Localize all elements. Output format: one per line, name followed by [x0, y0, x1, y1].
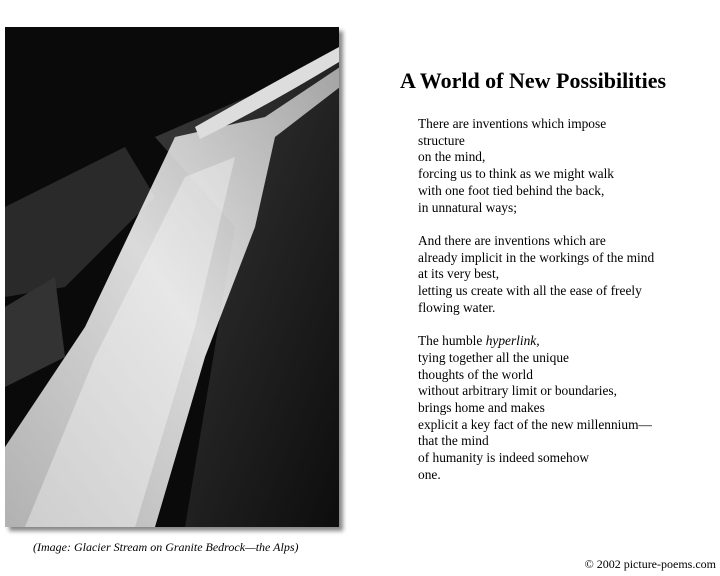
- copyright: © 2002 picture-poems.com: [584, 557, 716, 571]
- poem-line: structure: [418, 132, 465, 148]
- image-caption: (Image: Glacier Stream on Granite Bedrock—the Alps): [33, 540, 299, 554]
- poem-line: explicit a key fact of the new millennium—: [418, 416, 652, 432]
- waterfall-photo: [5, 27, 339, 527]
- poem-line: at its very best,: [418, 266, 500, 282]
- poem-line: There are inventions which impose: [418, 116, 607, 131]
- hyperlink-word: hyperlink,: [485, 333, 540, 349]
- poem-line: tying together all the unique: [418, 349, 569, 365]
- poem-line: [418, 333, 654, 350]
- poem-body: [418, 116, 654, 483]
- stanza-break: [418, 316, 654, 333]
- poem-line: forcing us to think as we might walk: [418, 166, 614, 182]
- poem-line: of humanity is indeed somehow: [418, 450, 590, 466]
- poem-line: already implicit in the workings of the mind: [418, 249, 655, 265]
- poem-line: brings home and makes: [418, 399, 545, 415]
- poem-line: flowing water.: [418, 299, 496, 315]
- poem-line: without arbitrary limit or boundaries,: [418, 383, 617, 399]
- poem-line: on the mind,: [418, 149, 486, 165]
- poem-line: And there are inventions which are: [418, 232, 606, 248]
- poem-line: that the mind: [418, 433, 489, 449]
- stanza-break: [418, 216, 654, 233]
- poem-title: A World of New Possibilities: [400, 68, 667, 93]
- poem-line: thoughts of the world: [418, 366, 533, 382]
- poem-line: letting us create with all the ease of freely: [418, 283, 642, 299]
- poem-text: The humble: [418, 333, 486, 349]
- poem-line: in unnatural ways;: [418, 199, 517, 215]
- poem-line: with one foot tied behind the back,: [418, 182, 605, 198]
- poem-line: one.: [418, 466, 441, 482]
